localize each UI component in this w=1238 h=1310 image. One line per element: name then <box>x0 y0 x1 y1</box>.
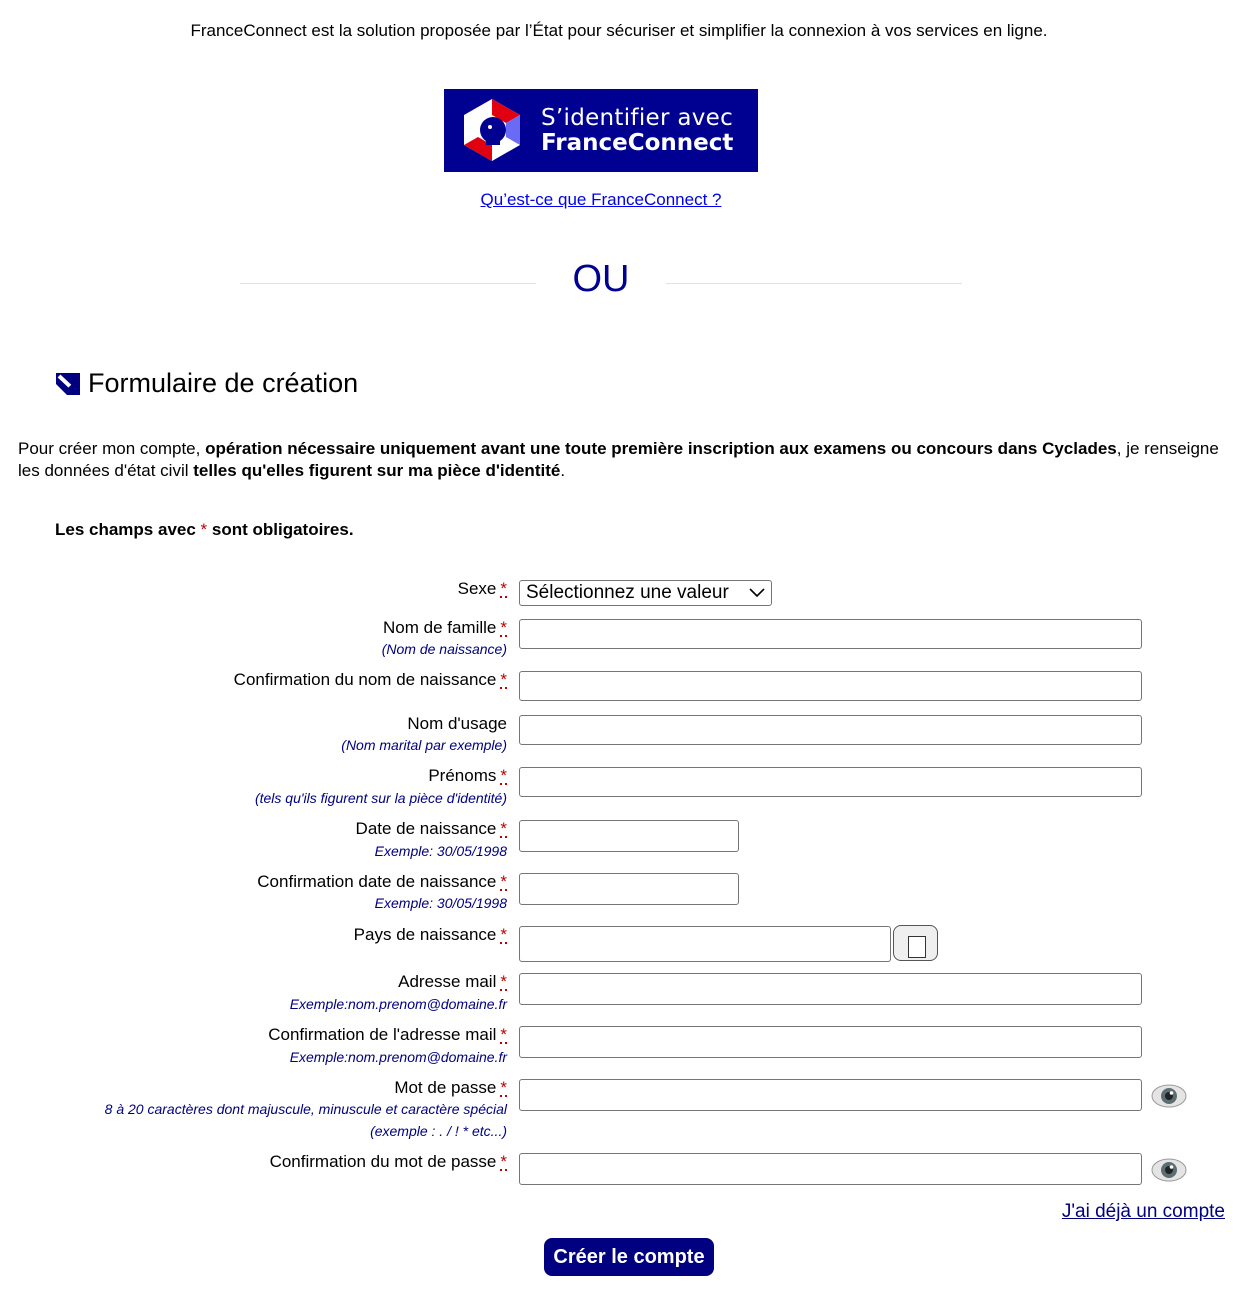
prenoms-input[interactable] <box>519 767 1142 797</box>
franceconnect-button-line1: S’identifier avec <box>541 105 734 131</box>
nom-usage-label-text: Nom d'usage <box>407 714 507 733</box>
required-marker: * <box>500 925 507 944</box>
email-hint: Exemple:nom.prenom@domaine.fr <box>289 996 507 1012</box>
required-marker: * <box>500 872 507 891</box>
required-marker: * <box>500 972 507 991</box>
confirm-email-hint: Exemple:nom.prenom@domaine.fr <box>289 1049 507 1065</box>
confirm-nom-input[interactable] <box>519 671 1142 701</box>
confirm-nom-label-text: Confirmation du nom de naissance <box>233 670 497 689</box>
confirm-date-hint: Exemple: 30/05/1998 <box>374 895 507 911</box>
date-naissance-hint: Exemple: 30/05/1998 <box>374 843 507 859</box>
required-marker: * <box>500 1025 507 1044</box>
form-description <box>18 438 1228 482</box>
required-marker: * <box>500 766 507 785</box>
description-part1: Pour créer mon compte, <box>18 439 206 458</box>
sexe-label-text: Sexe <box>457 579 497 598</box>
prenoms-label <box>428 766 507 786</box>
nom-famille-label-text: Nom de famille <box>383 618 497 637</box>
confirm-password-label <box>270 1152 507 1172</box>
pays-input[interactable] <box>519 926 891 962</box>
section-title <box>56 368 358 399</box>
sexe-selected-value: Sélectionnez une valeur <box>526 582 729 603</box>
date-naissance-label <box>356 819 507 839</box>
confirm-email-input[interactable] <box>519 1026 1142 1058</box>
create-account-button[interactable]: Créer le compte <box>544 1238 714 1276</box>
email-label <box>398 972 507 992</box>
section-title-text: Formulaire de création <box>88 368 359 398</box>
nom-famille-label <box>383 618 507 638</box>
confirm-date-input[interactable] <box>519 873 739 905</box>
nom-usage-label <box>407 714 507 734</box>
confirm-email-label <box>268 1025 507 1045</box>
already-account-link[interactable]: J'ai déjà un compte <box>1061 1201 1225 1222</box>
franceconnect-info-link[interactable]: Qu’est-ce que FranceConnect ? <box>480 190 722 209</box>
pays-label-text: Pays de naissance <box>353 925 497 944</box>
required-fields-note <box>55 520 354 540</box>
description-bold1: opération nécessaire uniquement avant une toute première inscription aux examens ou concours dans Cyclades <box>205 439 1117 458</box>
description-bold2: telles qu'elles figurent sur ma pièce d'identité <box>193 461 561 480</box>
country-list-button[interactable] <box>893 925 938 961</box>
email-label-text: Adresse mail <box>398 972 497 991</box>
nom-famille-input[interactable] <box>519 619 1142 649</box>
confirm-date-label <box>257 872 507 892</box>
password-label <box>394 1078 507 1098</box>
email-input[interactable] <box>519 973 1142 1005</box>
password-hint-example: (exemple : . / ! * etc...) <box>370 1123 507 1139</box>
franceconnect-logo-icon <box>460 97 524 163</box>
required-marker: * <box>500 618 507 637</box>
required-marker: * <box>500 579 507 598</box>
password-hint: 8 à 20 caractères dont majuscule, minuscule et caractère spécial <box>104 1101 507 1117</box>
nom-famille-hint: (Nom de naissance) <box>381 641 507 657</box>
confirm-date-label-text: Confirmation date de naissance <box>257 872 497 891</box>
confirm-email-label-text: Confirmation de l'adresse mail <box>268 1025 497 1044</box>
required-marker: * <box>500 1078 507 1097</box>
nom-usage-hint: (Nom marital par exemple) <box>341 737 507 753</box>
description-part2: , je renseigne les données d'état civil <box>18 439 1219 480</box>
show-password-eye-icon[interactable] <box>1150 1083 1188 1109</box>
separator-line-left <box>240 283 536 284</box>
sexe-label <box>458 579 507 599</box>
franceconnect-button-line2: FranceConnect <box>541 130 734 156</box>
required-note-before: Les champs avec <box>55 520 201 539</box>
sexe-select[interactable] <box>519 580 772 606</box>
password-label-text: Mot de passe <box>394 1078 497 1097</box>
required-note-after: sont obligatoires. <box>207 520 354 539</box>
confirm-password-label-text: Confirmation du mot de passe <box>269 1152 497 1171</box>
franceconnect-button[interactable] <box>444 89 758 172</box>
date-naissance-input[interactable] <box>519 820 739 852</box>
prenoms-hint: (tels qu'ils figurent sur la pièce d'identité) <box>254 790 507 806</box>
arrow-down-right-icon <box>56 373 80 395</box>
intro-text: FranceConnect est la solution proposée par l’État pour sécuriser et simplifier la connexion à vos services en ligne. <box>190 21 1048 40</box>
prenoms-label-text: Prénoms <box>428 766 497 785</box>
required-marker: * <box>500 1152 507 1171</box>
separator-line-right <box>666 283 962 284</box>
list-icon <box>908 936 926 958</box>
required-note-star: * <box>200 520 208 539</box>
confirm-nom-label <box>234 670 507 690</box>
confirm-password-input[interactable] <box>519 1153 1142 1185</box>
separator-text: OU <box>572 258 630 300</box>
pays-label <box>354 925 507 945</box>
description-part3: . <box>560 461 566 480</box>
required-marker: * <box>500 819 507 838</box>
date-naissance-label-text: Date de naissance <box>355 819 497 838</box>
show-confirm-password-eye-icon[interactable] <box>1150 1157 1188 1183</box>
required-marker: * <box>500 670 507 689</box>
nom-usage-input[interactable] <box>519 715 1142 745</box>
password-input[interactable] <box>519 1079 1142 1111</box>
chevron-down-icon <box>749 588 765 598</box>
